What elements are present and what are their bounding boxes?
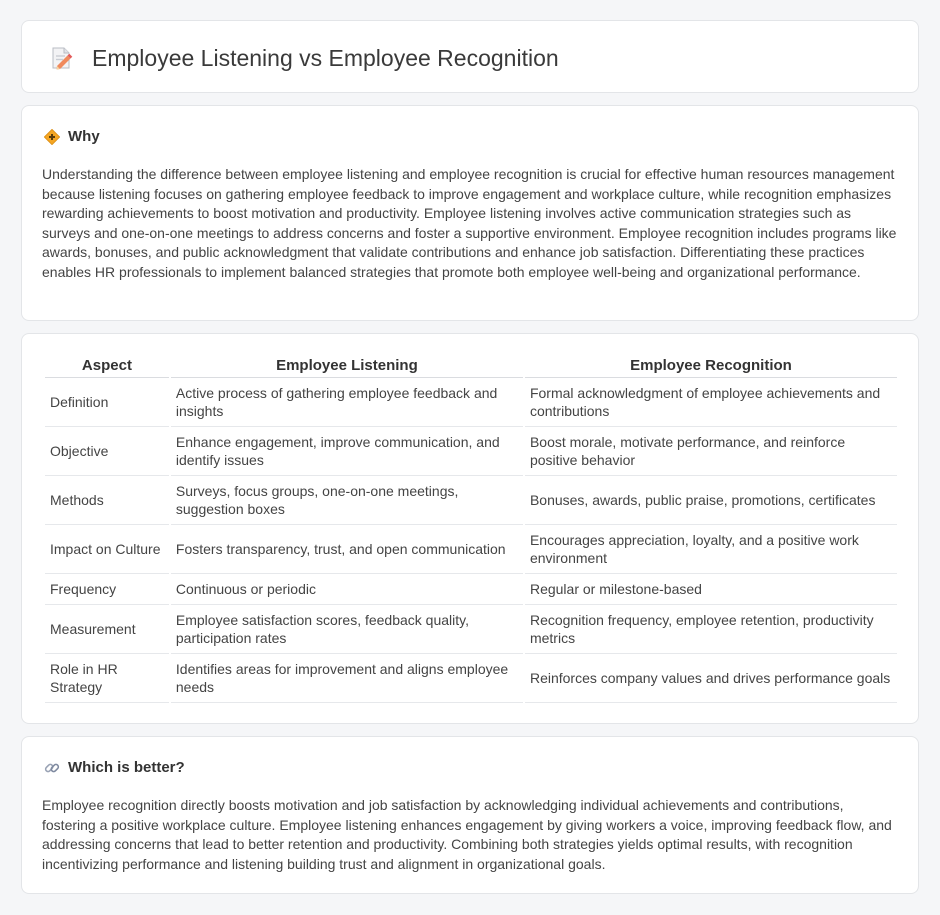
header-employee-recognition: Employee Recognition <box>525 354 897 378</box>
page-title: Employee Listening vs Employee Recognition <box>92 45 559 71</box>
row-recognition: Boost morale, motivate performance, and reinforce positive behavior <box>525 427 897 476</box>
row-aspect: Objective <box>45 427 169 476</box>
table-row <box>45 574 897 605</box>
comparison-table <box>43 354 899 703</box>
row-aspect: Definition <box>45 378 169 427</box>
why-heading-row <box>44 128 100 145</box>
row-aspect: Role in HR Strategy <box>45 654 169 703</box>
row-listening: Active process of gathering employee feedback and insights <box>171 378 523 427</box>
row-listening: Identifies areas for improvement and aligns employee needs <box>171 654 523 703</box>
better-heading: Which is better? <box>68 759 185 776</box>
table-row <box>45 378 897 427</box>
table-header-row <box>45 354 897 378</box>
row-aspect: Methods <box>45 476 169 525</box>
row-listening: Employee satisfaction scores, feedback quality, participation rates <box>171 605 523 654</box>
row-listening: Fosters transparency, trust, and open communication <box>171 525 523 574</box>
document-pencil-icon <box>48 45 74 71</box>
row-recognition: Bonuses, awards, public praise, promotions, certificates <box>525 476 897 525</box>
row-aspect: Measurement <box>45 605 169 654</box>
row-listening: Surveys, focus groups, one-on-one meetings, suggestion boxes <box>171 476 523 525</box>
which-is-better-section <box>21 736 919 894</box>
why-heading: Why <box>68 128 100 145</box>
link-icon <box>44 760 60 776</box>
row-listening: Enhance engagement, improve communication, and identify issues <box>171 427 523 476</box>
table-row <box>45 525 897 574</box>
diamond-sign-icon <box>44 129 60 145</box>
table-row <box>45 605 897 654</box>
table-row <box>45 476 897 525</box>
row-recognition: Reinforces company values and drives performance goals <box>525 654 897 703</box>
row-recognition: Formal acknowledgment of employee achievements and contributions <box>525 378 897 427</box>
row-aspect: Impact on Culture <box>45 525 169 574</box>
table-row <box>45 427 897 476</box>
row-recognition: Encourages appreciation, loyalty, and a positive work environment <box>525 525 897 574</box>
row-recognition: Regular or milestone-based <box>525 574 897 605</box>
title-card <box>21 20 919 93</box>
why-section <box>21 105 919 321</box>
header-aspect: Aspect <box>45 354 169 378</box>
better-heading-row <box>44 759 185 776</box>
why-text: Understanding the difference between employee listening and employee recognition is crucial for effective human resources management because listening focuses on gathering employee feedback to improve engagement and workplace culture, while recognition emphasizes rewarding achievements to boost motivation and productivity. Employee listening involves active communication strategies such as surveys and one-on-one meetings to address concerns and foster a supportive environment. Employee recognition includes programs like awards, bonuses, and public acknowledgment that validate contributions and enhance job satisfaction. Differentiating these practices enables HR professionals to implement balanced strategies that promote both employee well-being and organizational performance. <box>42 166 897 280</box>
table-row <box>45 654 897 703</box>
row-aspect: Frequency <box>45 574 169 605</box>
row-listening: Continuous or periodic <box>171 574 523 605</box>
better-text: Employee recognition directly boosts motivation and job satisfaction by acknowledging individual achievements and contributions, fostering a positive workplace culture. Employee listening enhances engagement by giving workers a voice, improving feedback flow, and addressing concerns that lead to better retention and productivity. Combining both strategies yields optimal results, with recognition incentivizing performance and listening building trust and alignment in organizational goals. <box>42 797 892 872</box>
header-employee-listening: Employee Listening <box>171 354 523 378</box>
comparison-section <box>21 333 919 724</box>
row-recognition: Recognition frequency, employee retention, productivity metrics <box>525 605 897 654</box>
